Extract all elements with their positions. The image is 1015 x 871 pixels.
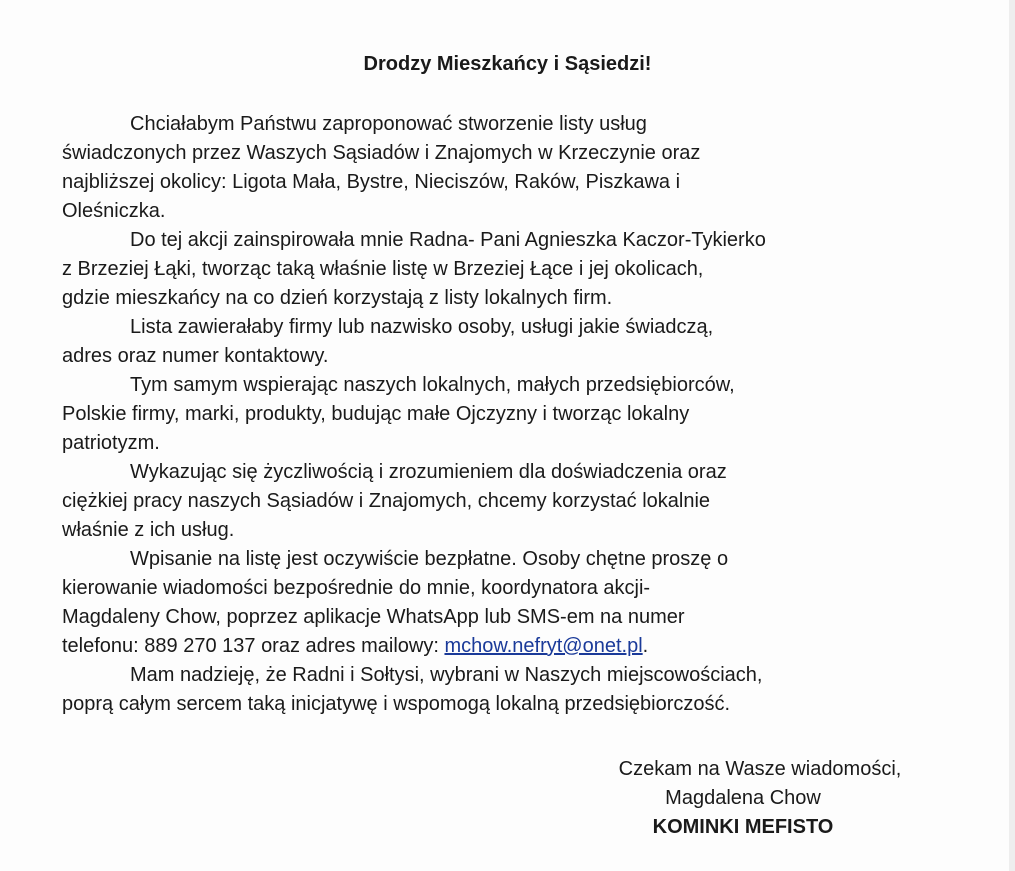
- paragraph-line: Magdaleny Chow, poprzez aplikacje WhatsApp lub SMS-em na numer: [62, 606, 685, 628]
- paragraph-line: ciężkiej pracy naszych Sąsiadów i Znajomych, chcemy korzystać lokalnie: [62, 490, 711, 512]
- paragraph-line: Wykazując się życzliwością i zrozumieniem dla doświadczenia oraz: [130, 461, 727, 483]
- letter-title: Drodzy Mieszkańcy i Sąsiedzi!: [363, 53, 652, 75]
- paragraph-line: Tym samym wspierając naszych lokalnych, małych przedsiębiorców,: [130, 374, 735, 396]
- paragraph-line: Polskie firmy, marki, produkty, budując małe Ojczyzny i tworząc lokalny: [62, 403, 690, 425]
- signature-name: Magdalena Chow: [665, 787, 821, 809]
- paragraph-line: poprą całym sercem taką inicjatywę i wspomogą lokalną przedsiębiorczość.: [62, 693, 731, 715]
- signature-closing: Czekam na Wasze wiadomości,: [618, 758, 902, 780]
- paragraph-line: gdzie mieszkańcy na co dzień korzystają z listy lokalnych firm.: [62, 287, 613, 309]
- paragraph-line-text: telefonu: 889 270 137 oraz adres mailowy:: [62, 635, 445, 657]
- paragraph-line: Oleśniczka.: [62, 200, 166, 222]
- paragraph-line: patriotyzm.: [62, 432, 160, 454]
- paragraph-line: kierowanie wiadomości bezpośrednie do mnie, koordynatora akcji-: [62, 577, 651, 599]
- page-edge: [1009, 0, 1015, 871]
- paragraph-line: Chciałabym Państwu zaproponować stworzenie listy usług: [130, 113, 647, 135]
- paragraph-line: adres oraz numer kontaktowy.: [62, 345, 329, 367]
- paragraph-line: Do tej akcji zainspirowała mnie Radna- Pani Agnieszka Kaczor-Tykierko: [130, 229, 766, 251]
- email-link[interactable]: mchow.nefryt@onet.pl: [444, 635, 643, 657]
- paragraph-line: Wpisanie na listę jest oczywiście bezpłatne. Osoby chętne proszę o: [130, 548, 729, 570]
- signature-company: KOMINKI MEFISTO: [652, 816, 834, 838]
- paragraph-line: świadczonych przez Waszych Sąsiadów i Znajomych w Krzeczynie oraz: [62, 142, 701, 164]
- paragraph-line: Mam nadzieję, że Radni i Sołtysi, wybrani w Naszych miejscowościach,: [130, 664, 763, 686]
- email-suffix: .: [642, 635, 649, 657]
- paragraph-line: z Brzeziej Łąki, tworząc taką właśnie listę w Brzeziej Łące i jej okolicach,: [62, 258, 704, 280]
- paragraph-line-with-email: [62, 633, 648, 659]
- paragraph-line: Lista zawierałaby firmy lub nazwisko osoby, usługi jakie świadczą,: [130, 316, 714, 338]
- paragraph-line: najbliższej okolicy: Ligota Mała, Bystre, Nieciszów, Raków, Piszkawa i: [62, 171, 681, 193]
- paragraph-line: właśnie z ich usług.: [62, 519, 235, 541]
